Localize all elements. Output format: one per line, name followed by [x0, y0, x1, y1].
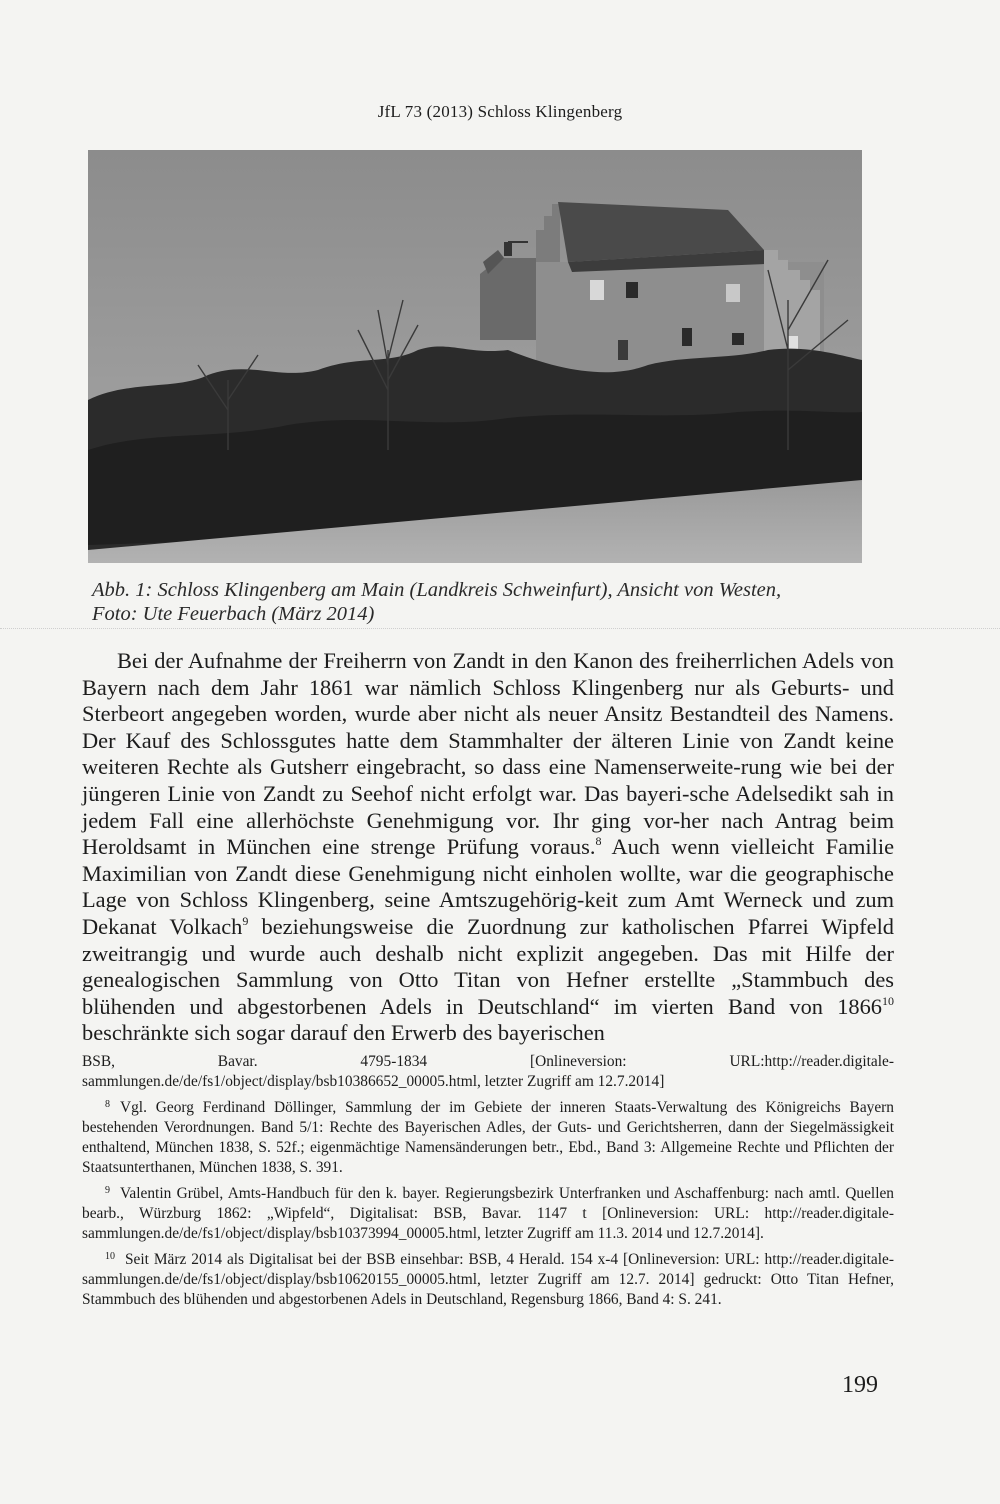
footnote-continuation: BSB, Bavar. 4795-1834 [Onlineversion: URL:http://reader.digitale-sammlungen.de/de/fs1/object/display/bsb10386652_00005.html, letzter Zugriff am 12.7.2014] — [82, 1053, 894, 1090]
running-header: JfL 73 (2013) Schloss Klingenberg — [377, 102, 623, 121]
page-number: 199 — [842, 1372, 878, 1398]
body-paragraph: Bei der Aufnahme der Freiherrn von Zandt in den Kanon des freiherrlichen Adels von Bayern nach dem Jahr 1861 war nämlich Schloss Klingenberg nur als Geburts- und Sterbeort angegeben worden, wurde aber nicht als neuer Ansitz Bestandteil des Namens. Der Kauf des Schlossgutes hatte dem Stammhalter der älteren Linie von Zandt keine weiteren Rechte als Gutsherr eingebracht, so dass eine Namenserweite-rung wie bei der jüngeren Linie von Zandt zu Seehof nicht erfolgt war. Das bayeri-sche Adelsedikt sah in jedem Fall eine allerhöchste Genehmigung vor. Ihr ging vor-her nach Antrag beim Heroldsamt in München eine strenge Prüfung voraus.$^8$ Auch wenn vielleicht Familie Maximilian von Zandt diese Genehmigung nicht einholen wollte, war die geographische Lage von Schloss Klingenberg, seine Amtszugehörig-keit zum Amt Werneck und zum Dekanat Volkach$^9$ beziehungsweise die Zuordnung zur katholischen Pfarrei Wipfeld zweitrangig und wurde auch deshalb nicht explizit angegeben. Das mit Hilfe der genealogischen Sammlung von Otto Titan von Hefner erstellte „Stammbuch des blühenden und abgestorbenen Adels in Deutschland“ im vierten Band von 1866$^{10}$ beschränkte sich sogar darauf den Erwerb des bayerischen — [82, 648, 895, 1046]
figure-caption — [92, 578, 882, 626]
separator-dotted-line — [0, 628, 1000, 629]
footnote-ref-10[interactable]: 10 — [882, 993, 894, 1008]
caption-line-2: Foto: Ute Feuerbach (März 2014) — [92, 603, 375, 625]
footnote-number: 9 — [105, 1185, 110, 1196]
main-text — [82, 648, 894, 1047]
footnote-ref-9[interactable]: 9 — [242, 913, 249, 928]
footnote-number: 10 — [105, 1251, 115, 1262]
footnote-9: $^9$ Valentin Grübel, Amts-Handbuch für den k. bayer. Regierungsbezirk Unterfranken und Aschaffenburg: nach amtl. Quellen bearb., Würzburg 1862: „Wipfeld“, Digitalisat: BSB, Bavar. 1147 t [Onlineversion: URL: http://reader.digitale-sammlungen.de/de/fs1/object/display/bsb10373994_00005.html, letzter Zugriff am 11.3. 2014 und 12.7.2014]. — [82, 1185, 894, 1242]
footnote-ref-8[interactable]: 8 — [595, 834, 602, 849]
castle-photo — [88, 150, 862, 563]
footnote-10: $^{10}$ Seit März 2014 als Digitalisat bei der BSB einsehbar: BSB, 4 Herald. 154 x-4 [Onlineversion: URL: http://reader.digitale-sammlungen.de/de/fs1/object/display/bsb10620155_00005.html, letzter Zugriff am 12.7. 2014] gedruckt: Otto Titan Hefner, Stammbuch des blühenden und abgestorbenen Adels in Deutschland, Regensburg 1866, Band 4: S. 241. — [82, 1251, 894, 1308]
footnote-8: $^8$ Vgl. Georg Ferdinand Döllinger, Sammlung der im Gebiete der inneren Staats-Verwaltung des Königreichs Bayern bestehenden Verordnungen. Band 5/1: Rechte des Bayerischen Adles, der Guts- und Gerichtsherren, dann der Siegelmässigkeit enthaltend, München 1838, S. 52f.; eigenmächtige Namensänderungen betr., Ebd., Band 3: Allgemeine Rechte und Pflichten der Staatsunterthanen, München 1838, S. 391. — [82, 1099, 894, 1176]
footnote-number: 8 — [105, 1099, 110, 1110]
caption-line-1: Abb. 1: Schloss Klingenberg am Main (Landkreis Schweinfurt), Ansicht von Westen, — [92, 579, 782, 601]
footnotes — [82, 1052, 894, 1316]
